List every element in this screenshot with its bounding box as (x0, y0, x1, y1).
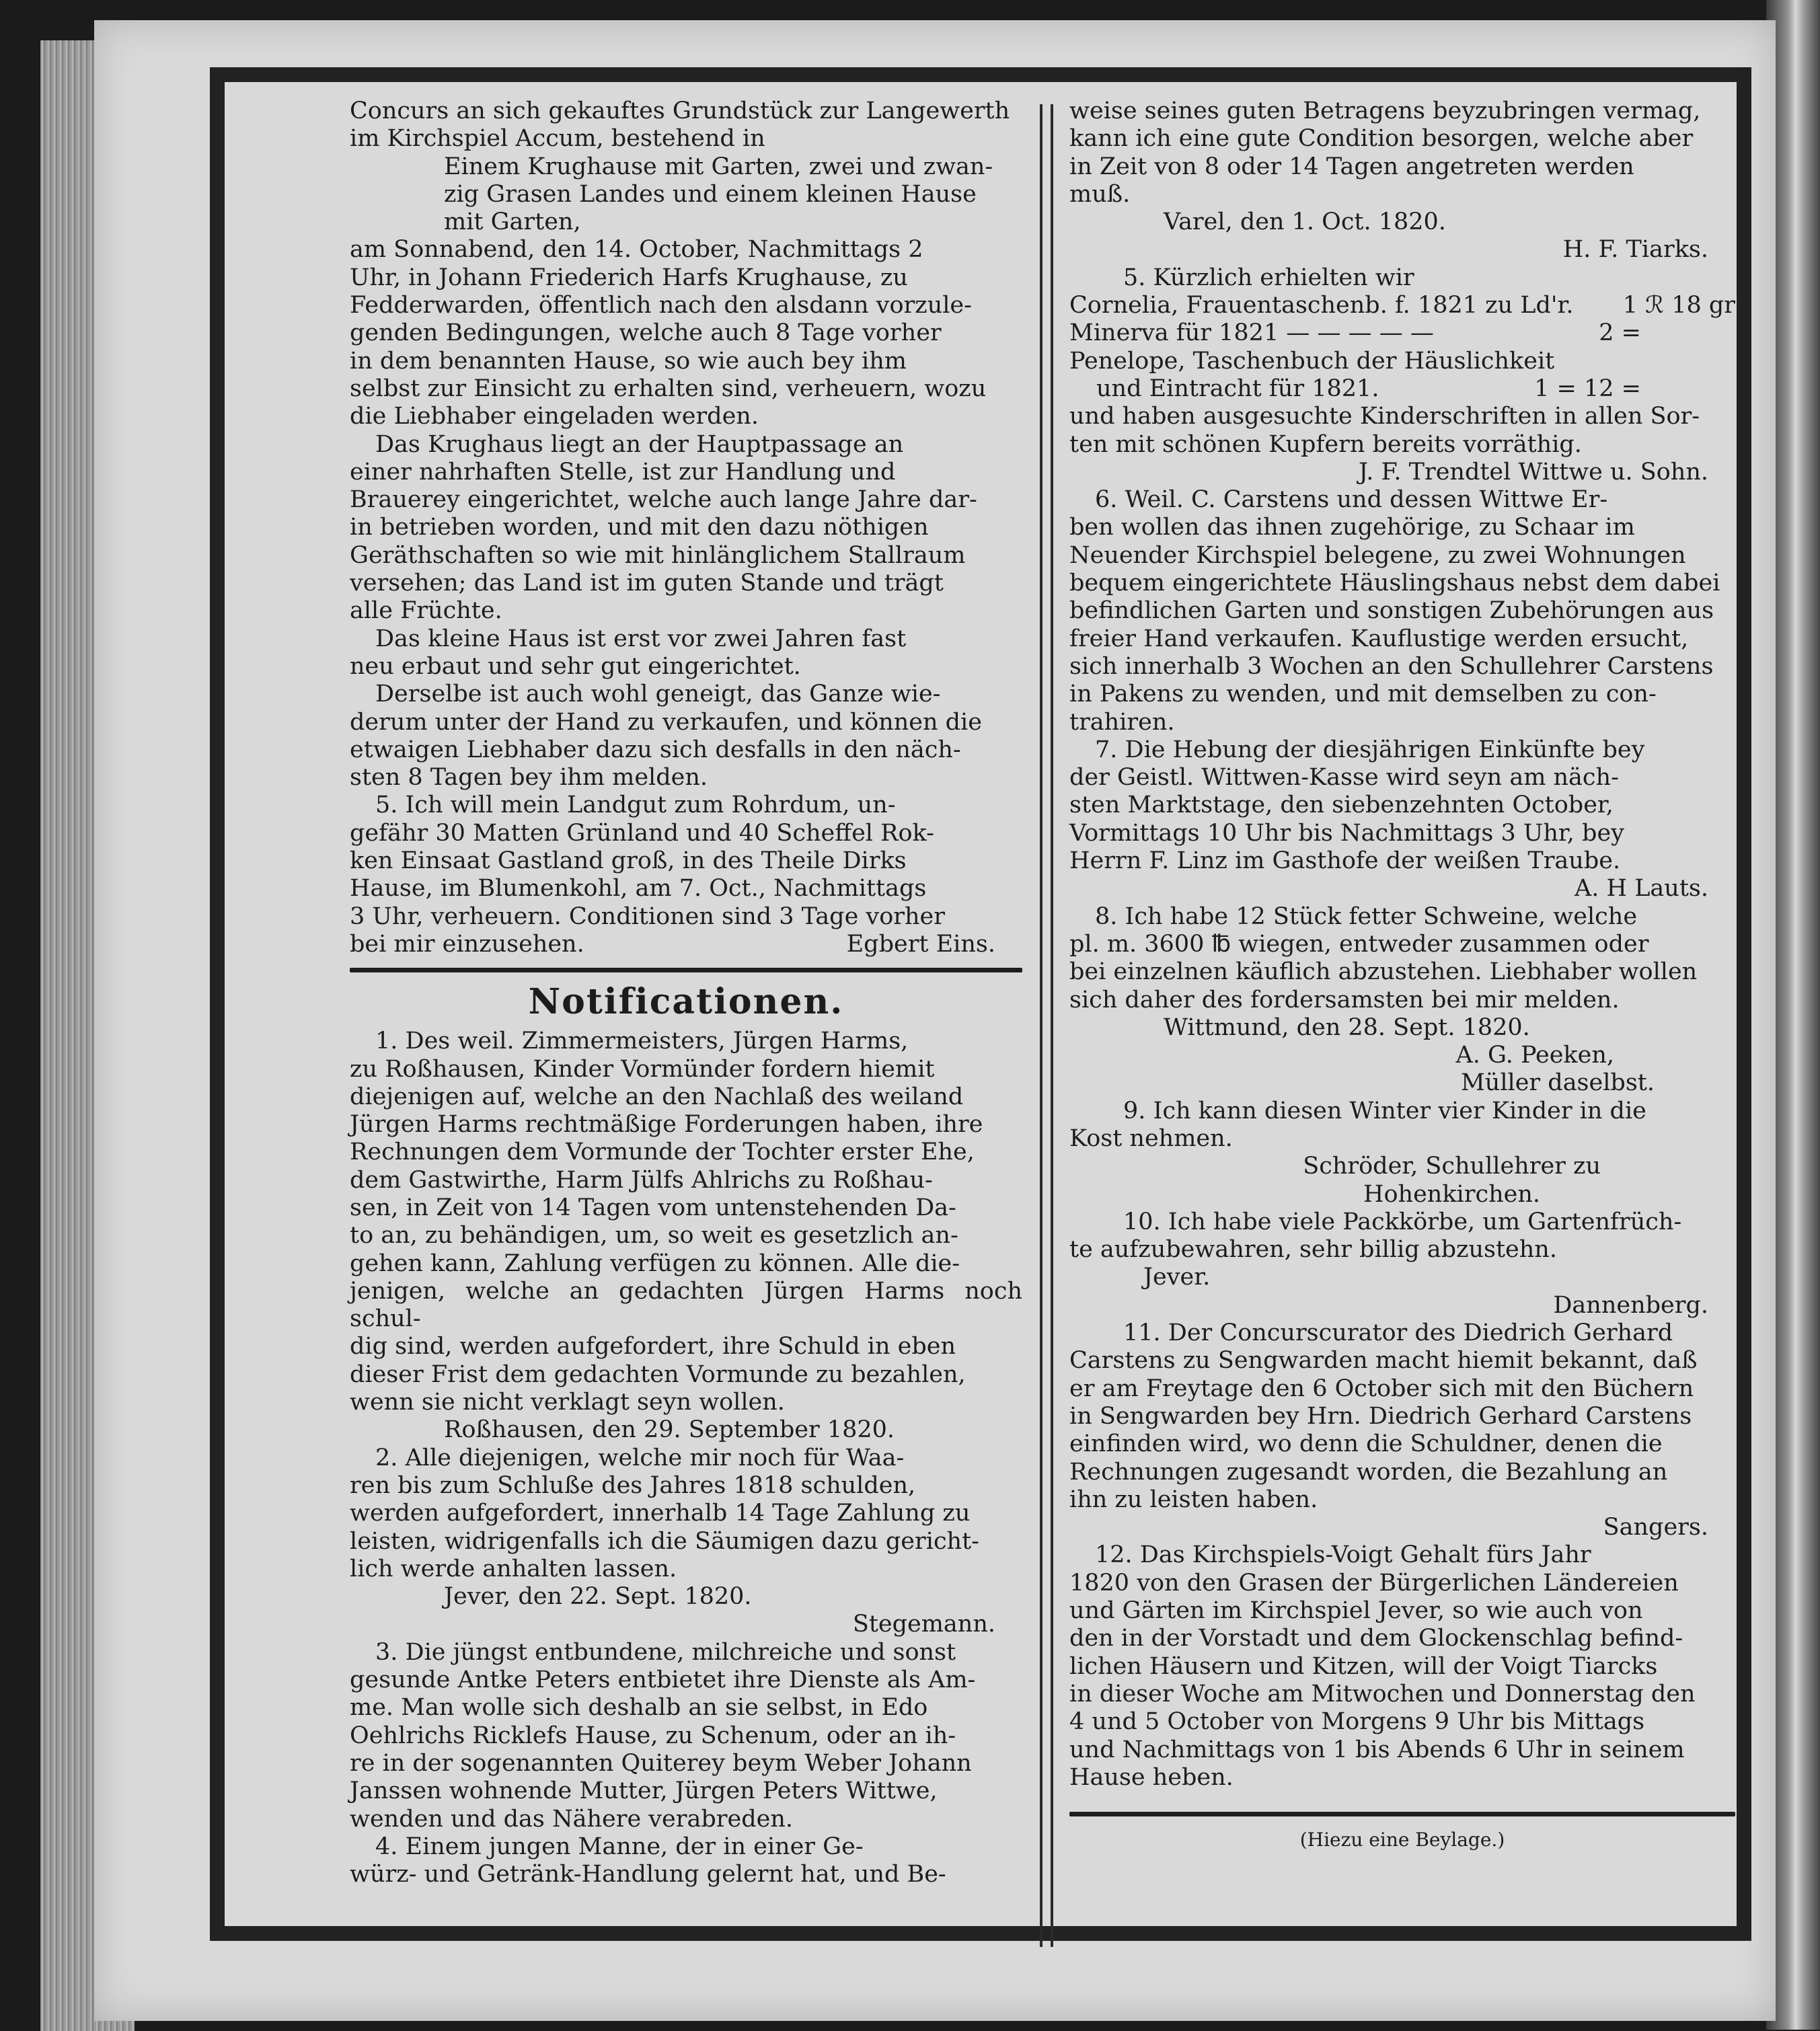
notice-8 (1069, 903, 1735, 1098)
left-block5 (350, 681, 1022, 792)
text-line: 6. Weil. C. Carstens und dessen Wittwe Er- (1095, 486, 1608, 514)
book-title: Cornelia, Frauentaschenb. f. 1821 zu Ld'r. (1069, 292, 1574, 319)
text-line: zu Roßhausen, Kinder Vormünder fordern hiemit (350, 1055, 935, 1083)
text-line: ten mit schönen Kupfern bereits vorräthig. (1069, 430, 1582, 458)
text-line: sen, in Zeit von 14 Tagen vom untenstehenden Da- (350, 1194, 956, 1221)
text-line: derum unter der Hand zu verkaufen, und können die (350, 708, 982, 736)
date-line: Varel, den 1. Oct. 1820. (1164, 208, 1446, 236)
signature: Stegemann. (852, 1611, 995, 1638)
text-line: neu erbaut und sehr gut eingerichtet. (350, 652, 801, 680)
text-line: in Zeit von 8 oder 14 Tagen angetreten werden (1069, 153, 1634, 180)
text-line: Geräthschaften so wie mit hinlänglichem Stallraum (350, 541, 966, 569)
text-line: 2. Alle diejenigen, welche mir noch für Waa- (375, 1444, 905, 1471)
place-line: Jever. (1143, 1264, 1211, 1291)
text-line: kann ich eine gute Condition besorgen, welche aber (1069, 125, 1694, 153)
text-line: Jürgen Harms rechtmäßige Forderungen haben, ihre (350, 1111, 983, 1139)
text-line: Einem Krughause mit Garten, zwei und zwan- (444, 153, 993, 180)
text-line: genden Bedingungen, welche auch 8 Tage vorher (350, 319, 942, 347)
text-line: me. Man wolle sich deshalb an sie selbst, in Edo (350, 1694, 928, 1722)
text-line: Herrn F. Linz im Gasthofe der weißen Traube. (1069, 847, 1621, 875)
book-title: und Eintracht für 1821. (1096, 375, 1379, 402)
text-line: Oehlrichs Ricklefs Hause, zu Schenum, oder an ih- (350, 1722, 956, 1749)
book-row (1069, 375, 1735, 403)
text-line: sich daher des fordersamsten bei mir melden. (1069, 986, 1620, 1013)
signature: A. H Lauts. (1575, 875, 1708, 903)
text-line: Derselbe ist auch wohl geneigt, das Ganze wie- (375, 681, 941, 708)
text-line: Carstens zu Sengwarden macht hiemit bekannt, daß (1069, 1347, 1698, 1375)
text-line: 1. Des weil. Zimmermeisters, Jürgen Harms, (375, 1028, 909, 1055)
text-line: Uhr, in Johann Friederich Harfs Krughause, zu (350, 264, 908, 291)
text-line: leisten, widrigenfalls ich die Säumigen dazu gericht- (350, 1527, 979, 1555)
text-line: Neuender Kirchspiel belegene, zu zwei Wohnungen (1069, 541, 1686, 569)
text-fragment: bei mir einzusehen. (350, 930, 584, 958)
text-line: Fedderwarden, öffentlich nach den alsdann vorzule- (350, 292, 972, 319)
notice-5-books (1069, 264, 1735, 486)
left-block4 (350, 625, 1022, 681)
text-line: in betrieben worden, und mit den dazu nöthigen (350, 514, 929, 541)
text-line: einer nahrhaften Stelle, ist zur Handlung und (350, 458, 896, 486)
text-line: wenden und das Nähere verabreden. (350, 1805, 794, 1833)
text-line: der Geistl. Wittwen-Kasse wird seyn am näch- (1069, 764, 1619, 792)
notice-9 (1069, 1098, 1735, 1209)
notice-3 (350, 1639, 1022, 1833)
text-line: alle Früchte. (350, 597, 502, 625)
text-line: 10. Ich habe viele Packkörbe, um Gartenfrüch- (1123, 1208, 1682, 1235)
text-line: und Nachmittags von 1 bis Abends 6 Uhr in seinem (1069, 1736, 1685, 1763)
text-line: gefähr 30 Matten Grünland und 40 Scheffel Rok- (350, 819, 934, 847)
notice-12 (1069, 1541, 1735, 1792)
text-line: befindlichen Garten und sonstigen Zubehörungen aus (1069, 597, 1714, 625)
text-line: ken Einsaat Gastland groß, in des Theile Dirks (350, 847, 907, 875)
text-line: 1820 von den Grasen der Bürgerlichen Ländereien (1069, 1569, 1679, 1597)
signature: J. F. Trendtel Wittwe u. Sohn. (1358, 458, 1708, 486)
signature: Müller daselbst. (1460, 1069, 1655, 1097)
text-line: einfinden wird, wo denn die Schuldner, denen die (1069, 1430, 1663, 1458)
text-line: Vormittags 10 Uhr bis Nachmittags 3 Uhr, bey (1069, 819, 1624, 847)
text-line: 3 Uhr, verheuern. Conditionen sind 3 Tage vorher (350, 903, 945, 930)
book-price: 1 = 12 = (1534, 375, 1641, 402)
text-line: dieser Frist dem gedachten Vormunde zu bezahlen, (350, 1361, 966, 1388)
text-line: 11. Der Concurscurator des Diedrich Gerhard (1123, 1319, 1673, 1347)
text-line: diejenigen auf, welche an den Nachlaß des weiland (350, 1083, 964, 1110)
date-line: Wittmund, den 28. Sept. 1820. (1164, 1013, 1530, 1041)
text-line: die Liebhaber eingeladen werden. (350, 403, 759, 430)
text-line: re in der sogenannten Quiterey beym Weber Johann (350, 1749, 972, 1777)
notice-1 (350, 1028, 1022, 1444)
text-line: bei einzelnen käuflich abzustehen. Liebhaber wollen (1069, 958, 1698, 986)
notice-4-continued (1069, 98, 1735, 264)
text-line: Hause, im Blumenkohl, am 7. Oct., Nachmittags (350, 875, 927, 903)
text-line: Concurs an sich gekauftes Grundstück zur Langewerth (350, 98, 1010, 124)
text-line: sich innerhalb 3 Wochen an den Schullehrer Carstens (1069, 652, 1714, 680)
book-price: 1 ℛ 18 gr (1622, 292, 1735, 319)
text-line: to an, zu behändigen, um, so weit es gesetzlich an- (350, 1222, 958, 1250)
text-line: 9. Ich kann diesen Winter vier Kinder in die (1123, 1097, 1646, 1124)
text-line-with-signature (350, 931, 1022, 958)
text-line: 12. Das Kirchspiels-Voigt Gehalt fürs Jahr (1095, 1541, 1591, 1569)
supplement-note: (Hiezu eine Beylage.) (1299, 1829, 1505, 1851)
book-price: 2 = (1599, 319, 1641, 347)
notice-2 (350, 1445, 1022, 1639)
text-line: Hause heben. (1069, 1763, 1234, 1791)
notice-11 (1069, 1319, 1735, 1541)
book-row (1069, 319, 1735, 347)
book-title: Penelope, Taschenbuch der Häuslichkeit (1069, 347, 1555, 375)
notice-5-landgut (350, 792, 1022, 958)
text-line: jenigen, welche an gedachten Jürgen Harms noch schul- (350, 1277, 1022, 1333)
text-line: weise seines guten Betragens beyzubringen vermag, (1069, 98, 1701, 124)
text-line: mit Garten, (444, 208, 581, 236)
notice-4 (350, 1833, 1022, 1889)
text-line: in Pakens zu wenden, und mit demselben zu con- (1069, 681, 1657, 708)
section-rule (1069, 1812, 1735, 1816)
text-line: dig sind, werden aufgefordert, ihre Schuld in eben (350, 1333, 956, 1361)
text-line: selbst zur Einsicht zu erhalten sind, verheuern, wozu (350, 375, 987, 402)
text-line: er am Freytage den 6 October sich mit den Büchern (1069, 1375, 1694, 1402)
signature: Hohenkirchen. (1363, 1180, 1540, 1208)
signature: Schröder, Schullehrer zu (1303, 1153, 1601, 1180)
date-line: Roßhausen, den 29. September 1820. (444, 1416, 895, 1444)
text-line: werden aufgefordert, innerhalb 14 Tage Zahlung zu (350, 1500, 971, 1527)
text-line: bequem eingerichtete Häuslingshaus nebst dem dabei (1069, 570, 1720, 597)
text-line: sten 8 Tagen bey ihm melden. (350, 764, 708, 792)
text-line: Kost nehmen. (1069, 1124, 1233, 1152)
book-row (1069, 348, 1735, 375)
left-block2 (350, 236, 1022, 430)
left-block3 (350, 431, 1022, 625)
text-line: würz- und Getränk-Handlung gelernt hat, und Be- (350, 1861, 946, 1888)
signature: Sangers. (1603, 1514, 1708, 1541)
text-line: Janssen wohnende Mutter, Jürgen Peters Wittwe, (350, 1777, 938, 1805)
text-line: pl. m. 3600 ℔ wiegen, entweder zusammen oder (1069, 930, 1649, 958)
text-line: ren bis zum Schluße des Jahres 1818 schulden, (350, 1471, 916, 1499)
text-line: 4 und 5 October von Morgens 9 Uhr bis Mittags (1069, 1708, 1645, 1736)
text-line: gesunde Antke Peters entbietet ihre Dienste als Am- (350, 1666, 976, 1694)
notice-6 (1069, 486, 1735, 736)
text-line: Rechnungen dem Vormunde der Tochter erster Ehe, (350, 1139, 975, 1166)
text-line: sten Marktstage, den siebenzehnten October, (1069, 792, 1614, 819)
text-line: freier Hand verkaufen. Kauflustige werden ersucht, (1069, 625, 1689, 652)
text-line: am Sonnabend, den 14. October, Nachmittags 2 (350, 236, 923, 264)
text-line: 8. Ich habe 12 Stück fetter Schweine, welche (1095, 903, 1638, 930)
text-line: 3. Die jüngst entbundene, milchreiche und sonst (375, 1638, 956, 1666)
text-line: wenn sie nicht verklagt seyn wollen. (350, 1389, 785, 1416)
text-line: etwaigen Liebhaber dazu sich desfalls in den näch- (350, 736, 961, 763)
text-line: zig Grasen Landes und einem kleinen Hause (444, 180, 977, 208)
text-line: in dem benannten Hause, so wie auch bey ihm (350, 347, 907, 375)
left-items (350, 153, 1022, 237)
text-line: 5. Ich will mein Landgut zum Rohrdum, un- (375, 792, 896, 819)
text-line: gehen kann, Zahlung verfügen zu können. Alle die- (350, 1250, 960, 1277)
left-column (350, 98, 1022, 1888)
text-line: 7. Die Hebung der diesjährigen Einkünfte bey (1095, 736, 1645, 763)
right-column (1069, 98, 1735, 1853)
signature: A. G. Peeken, (1455, 1042, 1614, 1069)
text-line: ben wollen das ihnen zugehörige, zu Schaar im (1069, 514, 1635, 541)
date-line: Jever, den 22. Sept. 1820. (444, 1583, 752, 1611)
text-line: und Gärten im Kirchspiel Jever, so wie auch von (1069, 1597, 1643, 1625)
notice-10 (1069, 1209, 1735, 1319)
book-row (1069, 292, 1735, 319)
signature: Egbert Eins. (846, 930, 995, 958)
text-line: ihn zu leisten haben. (1069, 1486, 1318, 1513)
text-line: 5. Kürzlich erhielten wir (1123, 264, 1414, 291)
section-heading: Notificationen. (528, 981, 844, 1023)
text-line: in dieser Woche am Mitwochen und Donnerstag den (1069, 1680, 1696, 1708)
text-line: lichen Häusern und Kitzen, will der Voigt Tiarcks (1069, 1652, 1658, 1680)
left-block1 (350, 98, 1022, 153)
column-divider (1040, 104, 1053, 1947)
text-line: te aufzubewahren, sehr billig abzustehn. (1069, 1236, 1557, 1264)
signature: Dannenberg. (1553, 1291, 1708, 1319)
signature: H. F. Tiarks. (1562, 236, 1708, 264)
text-line: Brauerey eingerichtet, welche auch lange Jahre dar- (350, 486, 977, 514)
text-line: Das kleine Haus ist erst vor zwei Jahren fast (375, 625, 907, 652)
text-line: im Kirchspiel Accum, bestehend in (350, 125, 765, 153)
text-line: Rechnungen zugesandt worden, die Bezahlung an (1069, 1458, 1668, 1486)
text-line: den in der Vorstadt und dem Glockenschlag befind- (1069, 1625, 1683, 1652)
text-line: muß. (1069, 180, 1131, 208)
text-line: und haben ausgesuchte Kinderschriften in allen Sor- (1069, 403, 1700, 430)
text-line: lich werde anhalten lassen. (350, 1555, 677, 1582)
text-line: 4. Einem jungen Manne, der in einer Ge- (375, 1833, 864, 1860)
text-line: trahiren. (1069, 708, 1175, 736)
text-line: versehen; das Land ist im guten Stande und trägt (350, 570, 944, 597)
text-line: Das Krughaus liegt an der Hauptpassage an (375, 430, 904, 458)
section-rule (350, 968, 1022, 972)
text-line: dem Gastwirthe, Harm Jülfs Ahlrichs zu Roßhau- (350, 1166, 933, 1194)
text-line: in Sengwarden bey Hrn. Diedrich Gerhard Carstens (1069, 1402, 1692, 1430)
book-title: Minerva für 1821 — — — — — (1069, 319, 1434, 347)
notice-7 (1069, 736, 1735, 903)
